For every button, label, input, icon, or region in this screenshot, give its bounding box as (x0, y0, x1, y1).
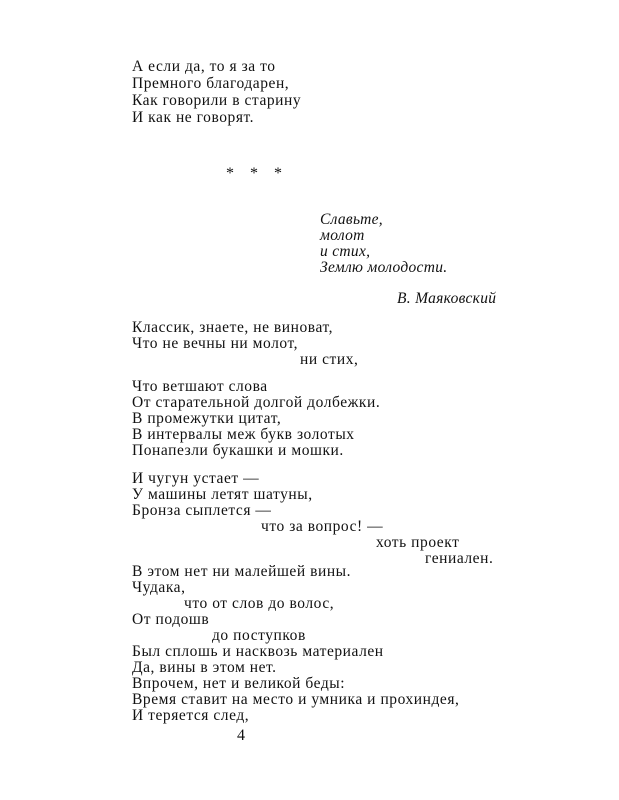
poem-line: В этом нет ни малейшей вины. (132, 563, 352, 580)
poem-line: что за вопрос! — (261, 518, 384, 535)
epigraph-line: и стих, (320, 243, 371, 260)
poem-line: Понапезли букашки и мошки. (132, 442, 344, 459)
poem-line: Время ставит на место и умника и прохиндея, (132, 691, 460, 708)
poem-line: гениален. (425, 550, 494, 567)
poem-line: И чугун устает — (132, 470, 260, 487)
poem-line: От старательной долгой долбежки. (132, 394, 381, 411)
epigraph-line: Славьте, (320, 211, 383, 228)
epigraph-line: Землю молодости. (320, 259, 448, 276)
poem-line: Что не вечны ни молот, (132, 335, 299, 352)
poem-line: А если да, то я за то (132, 58, 276, 75)
poem-line: От подошв (132, 611, 210, 628)
poem-line: Бронза сыплется — (132, 502, 272, 519)
poem-line: В интервалы меж букв золотых (132, 426, 355, 443)
section-separator: * * * (226, 165, 288, 182)
poem-line: И как не говорят. (132, 109, 255, 126)
epigraph-author: В. Маяковский (397, 290, 497, 307)
poem-line: хоть проект (376, 534, 460, 551)
poem-line: В промежутки цитат, (132, 410, 282, 427)
poem-line: Чудака, (132, 579, 186, 596)
poem-line: Как говорили в старину (132, 92, 302, 109)
poem-line: Был сплошь и насквозь материален (132, 643, 384, 660)
poem-line: И теряется след, (132, 707, 250, 724)
poem-line: ни стих, (300, 351, 359, 368)
poem-line: Да, вины в этом нет. (132, 659, 277, 676)
poem-line: до поступков (212, 627, 306, 644)
poem-line: Премного благодарен, (132, 75, 290, 92)
epigraph-line: молот (320, 227, 365, 244)
poem-line: Классик, знаете, не виноват, (132, 319, 334, 336)
poem-line: что от слов до волос, (184, 595, 335, 612)
page-number: 4 (237, 727, 245, 744)
poem-line: У машины летят шатуны, (132, 486, 313, 503)
poem-line: Впрочем, нет и великой беды: (132, 675, 346, 692)
poem-line: Что ветшают слова (132, 378, 268, 395)
